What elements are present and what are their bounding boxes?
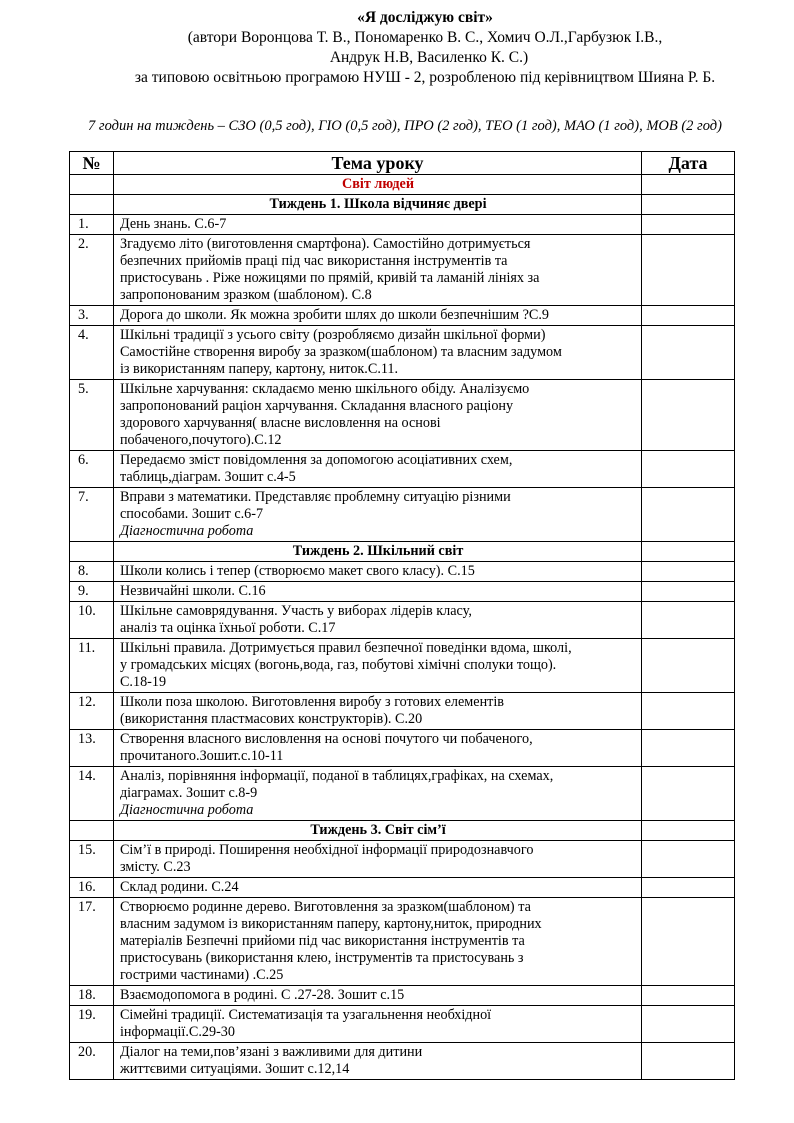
topic-line: безпечних прийомів праці під час використання інструментів та — [119, 253, 508, 269]
topic-line: Діалог на теми,пов’язані з важливими для дитини — [119, 1044, 423, 1060]
topic-line: Самостійне створення виробу за зразком(шаблоном) та власним задумом — [119, 344, 562, 360]
lesson-topic — [113, 1043, 641, 1080]
topic-line: Шкільні традиції з усього світу (розробляємо дизайн шкільної форми) — [119, 327, 546, 343]
date-cell — [642, 215, 735, 235]
topic-line: Дорога до школи. Як можна зробити шлях до школи безпечнішим ?С.9 — [119, 307, 550, 323]
topic-line: Згадуємо літо (виготовлення смартфона). Самостійно дотримується — [119, 236, 531, 252]
table-row — [70, 730, 735, 767]
authors-line-1: (автори Воронцова Т. В., Пономаренко В. С., Хомич О.Л.,Гарбузюк І.В., — [187, 29, 663, 46]
lesson-topic — [113, 380, 641, 451]
empty-cell — [70, 821, 114, 841]
topic-line: День знань. С.6-7 — [119, 216, 227, 232]
lesson-number: 5. — [70, 380, 114, 451]
date-cell — [642, 730, 735, 767]
date-cell — [642, 1006, 735, 1043]
date-cell — [642, 542, 735, 562]
topic-line: способами. Зошит с.6-7 — [119, 506, 264, 522]
topic-line: таблиць,діаграм. Зошит с.4-5 — [119, 469, 296, 485]
table-row — [70, 380, 735, 451]
program-line: за типовою освітньою програмою НУШ - 2, розробленою під керівництвом Шияна Р. Б. — [134, 69, 716, 86]
topic-line: прочитаного.Зошит.с.10-11 — [119, 748, 284, 764]
empty-cell — [70, 542, 114, 562]
date-cell — [642, 1043, 735, 1080]
section-row-title: Світ людей — [113, 175, 641, 195]
topic-line: Сімейні традиції. Систематизація та узагальнення необхідної — [119, 1007, 492, 1023]
date-cell — [642, 602, 735, 639]
lesson-topic — [113, 215, 641, 235]
date-cell — [642, 767, 735, 821]
lesson-number: 10. — [70, 602, 114, 639]
topic-line: Передаємо зміст повідомлення за допомогою асоціативних схем, — [119, 452, 513, 468]
table-row — [70, 306, 735, 326]
page-title: «Я досліджую світ» — [357, 9, 493, 26]
lesson-topic — [113, 730, 641, 767]
empty-cell — [70, 195, 114, 215]
topic-line: Створення власного висловлення на основі почутого чи побаченого, — [119, 731, 533, 747]
lesson-number: 19. — [70, 1006, 114, 1043]
lesson-number: 7. — [70, 488, 114, 542]
lesson-topic — [113, 693, 641, 730]
table-row — [70, 693, 735, 730]
lesson-topic — [113, 639, 641, 693]
date-cell — [642, 693, 735, 730]
topic-line: Школи поза школою. Виготовлення виробу з готових елементів — [119, 694, 505, 710]
lesson-number: 9. — [70, 582, 114, 602]
topic-line: С.18-19 — [119, 674, 167, 690]
lesson-topic — [113, 488, 641, 542]
table-row — [70, 562, 735, 582]
date-cell — [642, 380, 735, 451]
lesson-number: 18. — [70, 986, 114, 1006]
week-row — [70, 821, 735, 841]
topic-line: власним задумом із використанням паперу, картону,ниток, природних — [119, 916, 542, 932]
lesson-topic — [113, 1006, 641, 1043]
table-row — [70, 639, 735, 693]
topic-line: аналіз та оцінка їхньої роботи. С.17 — [119, 620, 336, 636]
lesson-topic — [113, 898, 641, 986]
topic-line: (використання пластмасових конструкторів). С.20 — [119, 711, 423, 727]
table-row — [70, 602, 735, 639]
week-row — [70, 195, 735, 215]
header-topic: Тема уроку — [113, 152, 641, 175]
lesson-number: 15. — [70, 841, 114, 878]
table-row — [70, 986, 735, 1006]
topic-line: Склад родини. С.24 — [119, 879, 239, 895]
diagnostic-note: Діагностична робота — [119, 802, 254, 818]
topic-line: Шкільні правила. Дотримується правил безпечної поведінки вдома, школі, — [119, 640, 572, 656]
date-cell — [642, 898, 735, 986]
lesson-number: 6. — [70, 451, 114, 488]
lesson-topic — [113, 235, 641, 306]
hours-line: 7 годин на тиждень – СЗО (0,5 год), ГІО (0,5 год), ПРО (2 год), ТЕО (1 год), МАО (1 год), МОВ (2 год) — [88, 118, 722, 134]
lesson-number: 12. — [70, 693, 114, 730]
lesson-topic — [113, 306, 641, 326]
date-cell — [642, 235, 735, 306]
topic-line: Створюємо родинне дерево. Виготовлення за зразком(шаблоном) та — [119, 899, 531, 915]
empty-cell — [70, 175, 114, 195]
lesson-topic — [113, 562, 641, 582]
lesson-topic — [113, 841, 641, 878]
topic-line: Незвичайні школи. С.16 — [119, 583, 266, 599]
date-cell — [642, 821, 735, 841]
table-row — [70, 1006, 735, 1043]
topic-line: змісту. С.23 — [119, 859, 191, 875]
lesson-topic — [113, 326, 641, 380]
topic-line: пристосувань (використання клею, інструментів та пристосувань з — [119, 950, 524, 966]
diagnostic-note: Діагностична робота — [119, 523, 254, 539]
table-row — [70, 841, 735, 878]
lesson-number: 11. — [70, 639, 114, 693]
table-header-row — [70, 152, 735, 175]
lesson-number: 1. — [70, 215, 114, 235]
topic-line: життєвими ситуаціями. Зошит с.12,14 — [119, 1061, 350, 1077]
lesson-number: 13. — [70, 730, 114, 767]
lesson-number: 20. — [70, 1043, 114, 1080]
topic-line: пристосувань . Ріже ножицями по прямій, кривій та ламаній лініях за — [119, 270, 540, 286]
date-cell — [642, 986, 735, 1006]
lesson-topic — [113, 878, 641, 898]
topic-line: Аналіз, порівняння інформації, поданої в таблицях,графіках, на схемах, — [119, 768, 554, 784]
table-row — [70, 582, 735, 602]
topic-line: Сім’ї в природі. Поширення необхідної інформації природознавчого — [119, 842, 534, 858]
lesson-number: 3. — [70, 306, 114, 326]
lesson-topic — [113, 767, 641, 821]
section-row — [70, 175, 735, 195]
lesson-number: 16. — [70, 878, 114, 898]
authors-line-2: Андрук Н.В, Василенко К. С.) — [329, 49, 529, 66]
topic-line: запропонованим зразком (шаблоном). С.8 — [119, 287, 372, 303]
week-row-title: Тиждень 3. Світ сім’ї — [113, 821, 641, 841]
topic-line: Взаємодопомога в родині. С .27-28. Зошит с.15 — [119, 987, 405, 1003]
date-cell — [642, 175, 735, 195]
table-row — [70, 898, 735, 986]
date-cell — [642, 878, 735, 898]
week-row-title: Тиждень 2. Шкільний світ — [113, 542, 641, 562]
topic-line: Шкільне харчування: складаємо меню шкільного обіду. Аналізуємо — [119, 381, 530, 397]
date-cell — [642, 488, 735, 542]
header-date: Дата — [642, 152, 735, 175]
date-cell — [642, 639, 735, 693]
lesson-topic — [113, 582, 641, 602]
week-row-title: Тиждень 1. Школа відчиняє двері — [113, 195, 641, 215]
table-row — [70, 1043, 735, 1080]
date-cell — [642, 451, 735, 488]
date-cell — [642, 326, 735, 380]
topic-line: діаграмах. Зошит с.8-9 — [119, 785, 258, 801]
topic-line: матеріалів Безпечні прийоми під час використання інструментів та — [119, 933, 525, 949]
lesson-number: 4. — [70, 326, 114, 380]
date-cell — [642, 562, 735, 582]
lesson-topic — [113, 986, 641, 1006]
topic-line: у громадських місцях (вогонь,вода, газ, побутові хімічні сполуки тощо). — [119, 657, 557, 673]
table-row — [70, 215, 735, 235]
lesson-number: 8. — [70, 562, 114, 582]
topic-line: Вправи з математики. Представляє проблемну ситуацію різними — [119, 489, 511, 505]
document-header — [40, 8, 794, 88]
topic-line: інформації.С.29-30 — [119, 1024, 235, 1040]
date-cell — [642, 306, 735, 326]
table-row — [70, 451, 735, 488]
date-cell — [642, 195, 735, 215]
table-row — [70, 235, 735, 306]
topic-line: гострими частинами) .С.25 — [119, 967, 284, 983]
lesson-number: 17. — [70, 898, 114, 986]
week-row — [70, 542, 735, 562]
table-row — [70, 878, 735, 898]
date-cell — [642, 841, 735, 878]
date-cell — [642, 582, 735, 602]
topic-line: здорового харчування( власне висловлення на основі — [119, 415, 441, 431]
topic-line: побаченого,почутого).С.12 — [119, 432, 282, 448]
table-row — [70, 767, 735, 821]
topic-line: із використанням паперу, картону, ниток.С.11. — [119, 361, 399, 377]
lesson-number: 14. — [70, 767, 114, 821]
table-row — [70, 326, 735, 380]
lesson-plan-table — [69, 151, 735, 1080]
topic-line: Школи колись і тепер (створюємо макет свого класу). С.15 — [119, 563, 475, 579]
header-number: № — [70, 152, 114, 175]
lesson-number: 2. — [70, 235, 114, 306]
lesson-topic — [113, 602, 641, 639]
table-row — [70, 488, 735, 542]
topic-line: Шкільне самоврядування. Участь у виборах лідерів класу, — [119, 603, 472, 619]
lesson-topic — [113, 451, 641, 488]
topic-line: запропонований раціон харчування. Складання власного раціону — [119, 398, 514, 414]
